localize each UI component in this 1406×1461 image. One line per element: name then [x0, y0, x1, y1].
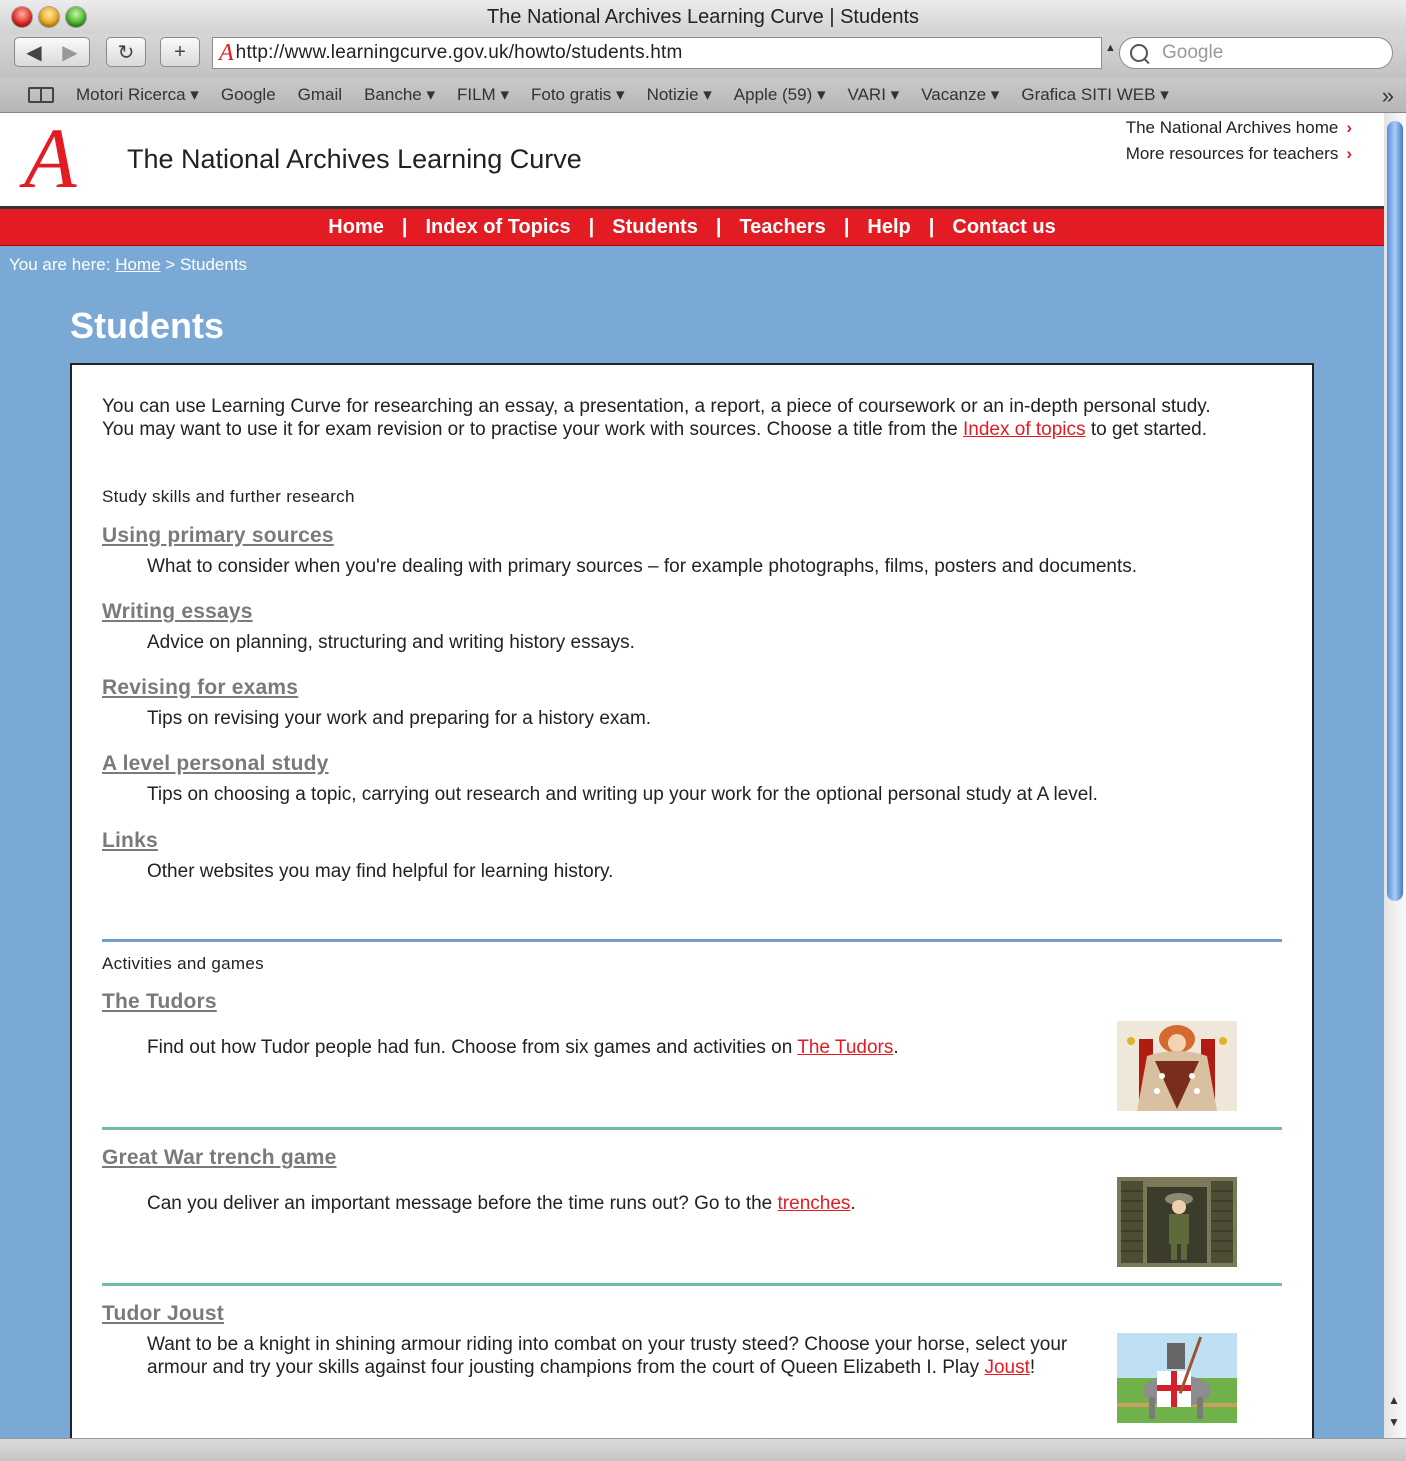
desc-text: Find out how Tudor people had fun. Choose from six games and activities on: [147, 1037, 798, 1058]
bookmarks-book-icon[interactable]: [28, 87, 54, 103]
title-bar: [0, 0, 1406, 34]
reload-icon: ↻: [117, 41, 135, 64]
item-description: [147, 1036, 899, 1059]
search-field[interactable]: [1119, 37, 1393, 69]
nav-separator: |: [588, 215, 595, 238]
scroll-up-arrow-icon[interactable]: ▲: [1388, 1393, 1400, 1407]
nav-index-of-topics[interactable]: Index of Topics: [425, 215, 571, 238]
add-bookmark-button[interactable]: [160, 37, 200, 67]
trench-soldier-thumbnail[interactable]: [1117, 1177, 1237, 1267]
item-description: What to consider when you're dealing with primary sources – for example photographs, films, posters and documents.: [147, 556, 1138, 577]
item-description: [147, 1333, 1067, 1379]
reload-button[interactable]: [106, 37, 146, 67]
forward-arrow-icon[interactable]: ▶: [62, 41, 78, 64]
back-arrow-icon[interactable]: ◀: [26, 41, 42, 64]
back-forward-group: [14, 37, 90, 67]
links-link[interactable]: Links: [102, 829, 158, 852]
queen-elizabeth-thumbnail[interactable]: [1117, 1021, 1237, 1111]
breadcrumb-prefix: You are here:: [9, 255, 111, 274]
page-title: Students: [70, 305, 225, 346]
url-text[interactable]: http://www.learningcurve.gov.uk/howto/students.htm: [235, 42, 683, 63]
great-war-trench-game-link[interactable]: Great War trench game: [102, 1146, 337, 1169]
intro-text-part: You may want to use it for exam revision or to practise your work with sources. Choose a title from the: [102, 419, 964, 440]
content-panel: [70, 363, 1314, 1438]
more-bookmarks-icon[interactable]: »: [1381, 83, 1394, 108]
item-description: Other websites you may find helpful for learning history.: [147, 861, 614, 882]
nav-teachers[interactable]: Teachers: [739, 215, 826, 238]
nav-contact-us[interactable]: Contact us: [952, 215, 1056, 238]
item-description: Tips on choosing a topic, carrying out research and writing up your work for the optional personal study at A level.: [147, 784, 1098, 805]
bookmark-item[interactable]: Grafica SITI WEB ▾: [1021, 85, 1169, 104]
desc-text: Can you deliver an important message before the time runs out? Go to the: [147, 1193, 778, 1214]
scrollbar-thumb[interactable]: [1387, 121, 1403, 901]
item-description: [147, 1192, 856, 1215]
intro-line-2: [102, 418, 1282, 441]
revising-for-exams-link[interactable]: Revising for exams: [102, 676, 299, 699]
index-of-topics-link[interactable]: Index of topics: [963, 419, 1086, 440]
study-skills-heading: Study skills and further research: [102, 487, 355, 506]
status-bar: [0, 1438, 1406, 1461]
the-tudors-link[interactable]: The Tudors: [102, 990, 217, 1013]
desc-line: [147, 1356, 1067, 1379]
header-links: [1126, 115, 1352, 167]
bookmark-item[interactable]: Google: [220, 85, 276, 104]
a-level-personal-study-link[interactable]: A level personal study: [102, 752, 329, 775]
bookmark-item[interactable]: Motori Ricerca ▾: [76, 85, 199, 104]
tudor-joust-link[interactable]: Tudor Joust: [102, 1302, 224, 1325]
main-nav: [0, 206, 1384, 246]
nav-separator: |: [401, 215, 408, 238]
intro-text-part: to get started.: [1085, 419, 1208, 440]
desc-text: Want to be a knight in shining armour riding into combat on your trusty steed? Choose your horse, select your: [147, 1334, 1068, 1355]
activities-heading: Activities and games: [102, 954, 264, 973]
site-header: [0, 113, 1384, 206]
site-favicon-icon: A: [219, 39, 234, 66]
breadcrumb: [9, 255, 247, 275]
link-label: The National Archives home: [1125, 118, 1339, 137]
chevron-right-icon: ›: [1346, 118, 1352, 137]
the-tudors-inline-link[interactable]: The Tudors: [797, 1037, 894, 1058]
item-description: Advice on planning, structuring and writing history essays.: [147, 632, 635, 653]
search-placeholder: Google: [1162, 42, 1224, 63]
scroll-down-arrow-icon[interactable]: ▼: [1388, 1415, 1400, 1429]
nav-help[interactable]: Help: [867, 215, 911, 238]
vertical-scrollbar[interactable]: [1384, 113, 1406, 1438]
browser-toolbar: [0, 34, 1406, 78]
plus-icon: +: [174, 40, 186, 63]
activity-divider: [102, 1283, 1282, 1286]
desc-text: !: [1029, 1357, 1036, 1378]
breadcrumb-current: Students: [179, 255, 248, 274]
bookmark-item[interactable]: Foto gratis ▾: [530, 85, 625, 104]
bookmark-item[interactable]: FILM ▾: [457, 85, 509, 104]
breadcrumb-home-link[interactable]: Home: [115, 255, 161, 274]
desc-text: armour and try your skills against four jousting champions from the court of Queen Elizabeth I. Play: [147, 1357, 985, 1378]
link-label: More resources for teachers: [1125, 144, 1339, 163]
nav-home[interactable]: Home: [328, 215, 384, 238]
trenches-link[interactable]: trenches: [777, 1193, 851, 1214]
nav-separator: |: [715, 215, 722, 238]
bookmarks-bar: [0, 78, 1406, 113]
jousting-knight-thumbnail[interactable]: [1117, 1333, 1237, 1423]
section-divider: [102, 939, 1282, 942]
bookmark-item[interactable]: Notizie ▾: [646, 85, 712, 104]
national-archives-home-link[interactable]: [1126, 115, 1352, 141]
web-page: [0, 113, 1384, 1438]
desc-text: .: [850, 1193, 856, 1214]
bookmark-item[interactable]: VARI ▾: [847, 85, 900, 104]
bookmark-item[interactable]: Gmail: [297, 85, 343, 104]
chevron-right-icon: ›: [1346, 144, 1352, 163]
nav-separator: |: [928, 215, 935, 238]
site-title: The National Archives Learning Curve: [127, 144, 582, 174]
breadcrumb-separator: >: [165, 255, 176, 274]
address-bar[interactable]: [212, 37, 1102, 69]
desc-text: .: [893, 1037, 899, 1058]
url-dropdown-icon[interactable]: ▲: [1105, 42, 1116, 54]
site-logo[interactable]: A: [24, 113, 77, 206]
bookmark-item[interactable]: Vacanze ▾: [921, 85, 1000, 104]
search-icon: [1130, 44, 1148, 62]
activity-divider: [102, 1127, 1282, 1130]
nav-separator: |: [843, 215, 850, 238]
joust-link[interactable]: Joust: [984, 1357, 1030, 1378]
item-description: Tips on revising your work and preparing for a history exam.: [147, 708, 652, 729]
teacher-resources-link[interactable]: [1126, 141, 1352, 167]
window-title: The National Archives Learning Curve | Students: [486, 6, 920, 28]
using-primary-sources-link[interactable]: Using primary sources: [102, 524, 334, 547]
bookmark-item[interactable]: Apple (59) ▾: [733, 85, 826, 104]
intro-line-1: You can use Learning Curve for researching an essay, a presentation, a report, a piece of coursework or an in-depth personal study.: [102, 396, 1211, 417]
nav-students[interactable]: Students: [612, 215, 698, 238]
writing-essays-link[interactable]: Writing essays: [102, 600, 253, 623]
intro-text: [102, 395, 1282, 441]
bookmark-item[interactable]: Banche ▾: [364, 85, 435, 104]
